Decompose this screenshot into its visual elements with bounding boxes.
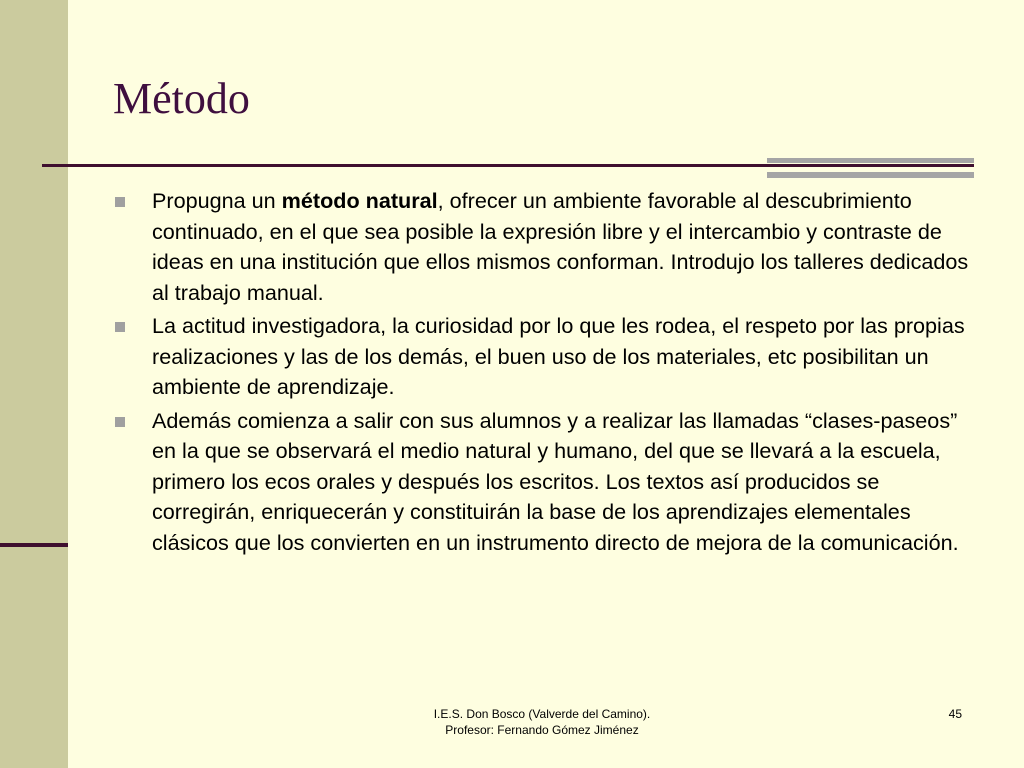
- left-accent-line: [0, 543, 68, 547]
- left-decorative-band: [0, 0, 68, 768]
- square-bullet-icon: [115, 322, 125, 332]
- divider-accent-block: [767, 156, 974, 179]
- bullet-text-2: La actitud investigadora, la curiosidad por lo que les rodea, el respeto por las propias realizaciones y las de los demás, el buen uso de los materiales, etc posibilitan un ambiente de aprendizaje.: [152, 313, 965, 399]
- bullet-text-3: Además comienza a salir con sus alumnos y a realizar las llamadas “clases-paseos” en la que se observará el medio natural y humano, del que se llevará a la escuela, primero los ecos orales y después los escritos. Los textos así producidos se corregirán, enriquecerán y constituirán la base de los aprendizajes elementales clásicos que los convierten en un instrumento directo de mejora de la comunicación.: [152, 407, 959, 555]
- footer-teacher: Profesor: Fernando Gómez Jiménez: [445, 723, 639, 737]
- divider-accent-bar-top: [767, 158, 974, 163]
- bullet-text-1-before: Propugna un: [152, 188, 282, 213]
- bullet-item-2: [113, 311, 973, 403]
- bullet-list: [113, 186, 973, 561]
- divider-accent-bar-bottom: [767, 172, 974, 178]
- slide-footer: [392, 706, 692, 738]
- bullet-item-1: [113, 186, 973, 308]
- square-bullet-icon: [115, 417, 125, 427]
- slide-title: Método: [113, 74, 250, 123]
- bullet-text-1: [152, 188, 968, 305]
- slide-page-number: 45: [948, 707, 962, 721]
- square-bullet-icon: [115, 197, 125, 207]
- bullet-text-1-bold: método natural: [281, 188, 438, 213]
- bullet-item-3: [113, 406, 973, 559]
- footer-institution: I.E.S. Don Bosco (Valverde del Camino).: [433, 707, 651, 721]
- bullet-text-1-after: , ofrecer un ambiente favorable al descubrimiento continuado, en el que sea posible la expresión libre y el intercambio y contraste de ideas en una institución que ellos mismos conforman. Introdujo los talleres dedicados al trabajo manual.: [152, 188, 969, 305]
